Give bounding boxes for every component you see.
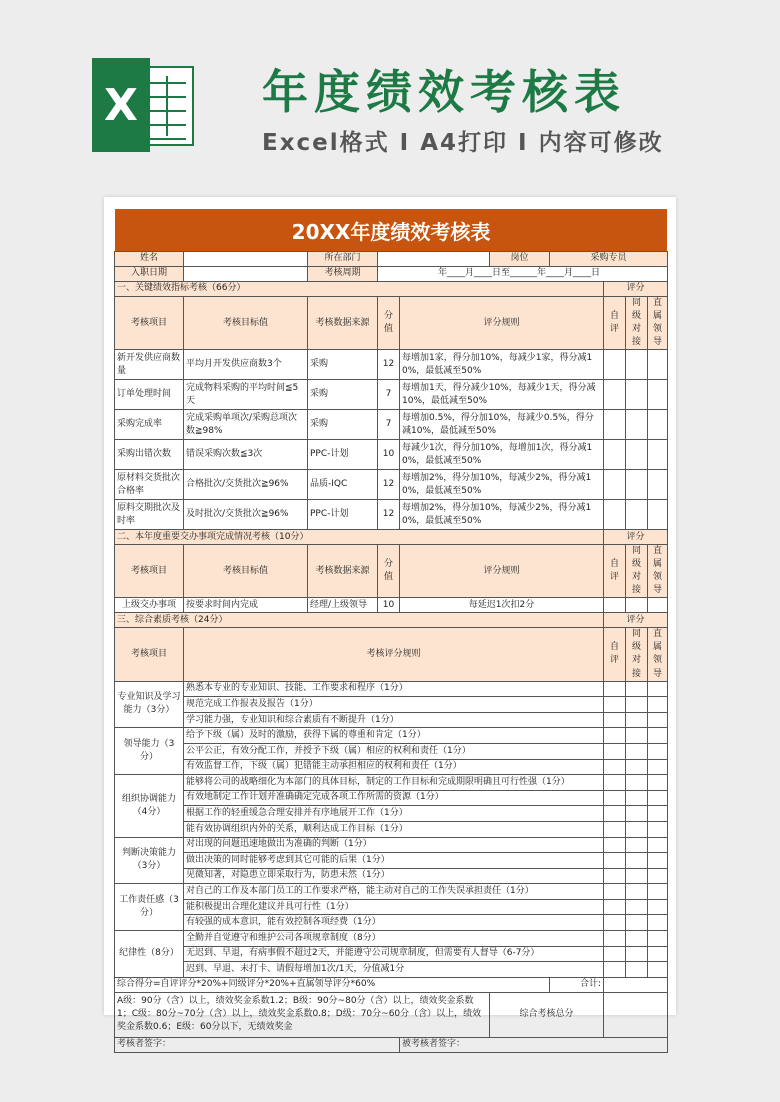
table-row: [115, 500, 668, 530]
table-row: [115, 440, 668, 470]
kpi-item: 原料交期批次及时率: [115, 500, 184, 530]
col-header-item: 考核项目: [115, 545, 184, 598]
section-3-title-row: [115, 613, 668, 628]
self-score-cell[interactable]: [604, 728, 626, 744]
quality-item: 判断决策能力（3分）: [115, 837, 184, 884]
assessor-signature[interactable]: 被考核者签字：: [400, 1037, 668, 1052]
col-header-item: 考核项目: [115, 628, 184, 681]
leader-score-cell[interactable]: [648, 410, 668, 440]
leader-score-cell[interactable]: [648, 775, 668, 791]
grade-scale: A级：90分（含）以上，绩效奖金系数1.2；B级：90分~80分（含）以上，绩效奖金系数1；C级：80分~70分（含）以上，绩效奖金系数0.8；D级：70分~60分（含）以上，绩效奖金系数0.6；E级：60分以下，无绩效奖金: [115, 992, 490, 1037]
quality-rule: 见微知著，对隐患立即采取行为，防患未然（1分）: [184, 868, 604, 884]
peer-score-cell[interactable]: [626, 853, 648, 869]
section-1-title-row: [115, 282, 668, 297]
peer-score-cell[interactable]: [626, 728, 648, 744]
leader-score-cell[interactable]: [648, 962, 668, 978]
table-row: [115, 821, 668, 837]
self-score-cell[interactable]: [604, 775, 626, 791]
leader-score-cell[interactable]: [648, 915, 668, 931]
quality-rule: 能够将公司的战略细化为本部门的具体目标，制定的工作目标和完成期限明确且可行性强（1分）: [184, 775, 604, 791]
table-row: [115, 931, 668, 947]
leader-score-cell[interactable]: [648, 821, 668, 837]
name-value[interactable]: [184, 252, 308, 267]
peer-score-cell[interactable]: [626, 380, 648, 410]
self-score-cell[interactable]: [604, 681, 626, 697]
page-subtitle: Excel格式 I A4打印 I 内容可修改: [262, 130, 664, 156]
leader-score-cell[interactable]: [648, 899, 668, 915]
quality-item: 领导能力（3分）: [115, 728, 184, 775]
score-label: 评分: [604, 613, 668, 628]
total-value[interactable]: [604, 977, 668, 992]
leader-score-cell[interactable]: [648, 500, 668, 530]
self-score-cell[interactable]: [604, 759, 626, 775]
self-score-cell[interactable]: [604, 884, 626, 900]
peer-score-cell[interactable]: [626, 806, 648, 822]
assessment-table: [114, 251, 668, 1053]
kpi-target: 错误采购次数≦3次: [184, 440, 308, 470]
page-title: 年度绩效考核表: [262, 65, 626, 119]
self-score-cell[interactable]: [604, 931, 626, 947]
table-row: [115, 790, 668, 806]
leader-score-cell[interactable]: [648, 884, 668, 900]
peer-score-cell[interactable]: [626, 440, 648, 470]
leader-score-cell[interactable]: [648, 837, 668, 853]
kpi-source: 品质-IQC: [308, 470, 378, 500]
col-header-self: 自评: [604, 297, 626, 350]
quality-item: 组织协调能力（4分）: [115, 775, 184, 837]
table-row: [115, 853, 668, 869]
kpi-score: 12: [378, 350, 400, 380]
self-score-cell[interactable]: [604, 821, 626, 837]
post-value[interactable]: 采购专员: [550, 252, 668, 267]
table-row: [115, 962, 668, 978]
table-row: [115, 410, 668, 440]
kpi-item: 新开发供应商数量: [115, 350, 184, 380]
peer-score-cell[interactable]: [626, 470, 648, 500]
table-row: [115, 350, 668, 380]
peer-score-cell[interactable]: [626, 697, 648, 713]
peer-score-cell[interactable]: [626, 868, 648, 884]
self-score-cell[interactable]: [604, 697, 626, 713]
score-formula: 综合得分=自评评分*20%+同级评分*20%+直属领导评分*60%: [115, 977, 550, 992]
kpi-source: 采购: [308, 410, 378, 440]
dept-value[interactable]: [378, 252, 490, 267]
table-row: [115, 806, 668, 822]
table-row: [115, 697, 668, 713]
score-label: 评分: [604, 530, 668, 545]
col-header-target: 考核目标值: [184, 297, 308, 350]
peer-score-cell[interactable]: [626, 681, 648, 697]
table-row: [115, 884, 668, 900]
excel-logo-icon: [92, 58, 200, 152]
quality-rule: 学习能力强，专业知识和综合素质有不断提升（1分）: [184, 712, 604, 728]
col-header-source: 考核数据来源: [308, 297, 378, 350]
table-row: [115, 728, 668, 744]
peer-score-cell[interactable]: [626, 712, 648, 728]
section-3-title: 三、综合素质考核（24分）: [115, 613, 604, 628]
self-score-cell[interactable]: [604, 440, 626, 470]
peer-score-cell[interactable]: [626, 837, 648, 853]
quality-rule: 能积极提出合理化建议并具可行性（1分）: [184, 899, 604, 915]
quality-rule: 能有效协调组织内外的关系，顺利达成工作目标（1分）: [184, 821, 604, 837]
total-score-value[interactable]: [604, 992, 668, 1037]
section-3-header-row: [115, 628, 668, 681]
self-score-cell[interactable]: [604, 946, 626, 962]
kpi-item: 订单处理时间: [115, 380, 184, 410]
col-header-score: 分值: [378, 545, 400, 598]
col-header-peer: 同级对接: [626, 297, 648, 350]
kpi-score: 12: [378, 470, 400, 500]
kpi-score: 7: [378, 380, 400, 410]
total-score-label: 综合考核总分: [490, 992, 604, 1037]
col-header-item: 考核项目: [115, 297, 184, 350]
peer-score-cell[interactable]: [626, 899, 648, 915]
col-header-self: 自评: [604, 628, 626, 681]
leader-score-cell[interactable]: [648, 380, 668, 410]
quality-rule: 有效地制定工作计划并准确确定完成各项工作所需的资源（1分）: [184, 790, 604, 806]
leader-score-cell[interactable]: [648, 681, 668, 697]
leader-score-cell[interactable]: [648, 931, 668, 947]
self-score-cell[interactable]: [604, 350, 626, 380]
peer-score-cell[interactable]: [626, 775, 648, 791]
task-score: 10: [378, 598, 400, 613]
self-score-cell[interactable]: [604, 743, 626, 759]
section-1-title: 一、关键绩效指标考核（66分）: [115, 282, 604, 297]
kpi-source: 采购: [308, 350, 378, 380]
leader-score-cell[interactable]: [648, 946, 668, 962]
quality-rule: 有较强的成本意识，能有效控制各项经费（1分）: [184, 915, 604, 931]
col-header-target: 考核目标值: [184, 545, 308, 598]
period-label: 考核周期: [308, 267, 378, 282]
self-score-cell[interactable]: [604, 380, 626, 410]
col-header-rule: 评分规则: [400, 297, 604, 350]
kpi-score: 10: [378, 440, 400, 470]
self-score-cell[interactable]: [604, 790, 626, 806]
kpi-item: 采购完成率: [115, 410, 184, 440]
quality-rule: 做出决策的同时能够考虑到其它可能的后果（1分）: [184, 853, 604, 869]
leader-score-cell[interactable]: [648, 759, 668, 775]
assessee-signature[interactable]: 考核者签字：: [115, 1037, 400, 1052]
table-row: [115, 759, 668, 775]
kpi-source: PPC-计划: [308, 500, 378, 530]
peer-score-cell[interactable]: [626, 946, 648, 962]
leader-score-cell[interactable]: [648, 712, 668, 728]
info-row-2: [115, 267, 668, 282]
leader-score-cell[interactable]: [648, 350, 668, 380]
table-row: [115, 775, 668, 791]
peer-score-cell[interactable]: [626, 884, 648, 900]
peer-score-cell[interactable]: [626, 931, 648, 947]
table-row: [115, 470, 668, 500]
self-score-cell[interactable]: [604, 598, 626, 613]
table-row: [115, 915, 668, 931]
self-score-cell[interactable]: [604, 410, 626, 440]
sheet-title: 20XX年度绩效考核表: [115, 209, 667, 251]
task-source: 经理/上级领导: [308, 598, 378, 613]
quality-rule: 公平公正，有效分配工作，并授予下级（属）相应的权利和责任（1分）: [184, 743, 604, 759]
table-row: [115, 868, 668, 884]
self-score-cell[interactable]: [604, 470, 626, 500]
signature-row: [115, 1037, 668, 1052]
quality-rule: 根据工作的轻重缓急合理安排并有序地展开工作（1分）: [184, 806, 604, 822]
table-row: [115, 380, 668, 410]
table-row: [115, 946, 668, 962]
leader-score-cell[interactable]: [648, 440, 668, 470]
self-score-cell[interactable]: [604, 712, 626, 728]
col-header-self: 自评: [604, 545, 626, 598]
col-header-rule: 评分规则: [400, 545, 604, 598]
col-header-peer: 同级对接: [626, 545, 648, 598]
self-score-cell[interactable]: [604, 806, 626, 822]
peer-score-cell[interactable]: [626, 915, 648, 931]
join-date-label: 入职日期: [115, 267, 184, 282]
kpi-target: 及时批次/交货批次≧96%: [184, 500, 308, 530]
quality-rule: 无迟到、早退，有病事假不超过2天，并能遵守公司规章制度，但需要有人督导（6-7分）: [184, 946, 604, 962]
leader-score-cell[interactable]: [648, 743, 668, 759]
grade-row: [115, 992, 668, 1037]
kpi-item: 采购出错次数: [115, 440, 184, 470]
task-item: 上级交办事项: [115, 598, 184, 613]
self-score-cell[interactable]: [604, 500, 626, 530]
self-score-cell[interactable]: [604, 868, 626, 884]
table-row: [115, 712, 668, 728]
kpi-source: PPC-计划: [308, 440, 378, 470]
kpi-source: 采购: [308, 380, 378, 410]
info-row-1: [115, 252, 668, 267]
kpi-rule: 每增加1天，得分减少10%，每减少1天，得分减10%，最低减至50%: [400, 380, 604, 410]
leader-score-cell[interactable]: [648, 728, 668, 744]
table-row: [115, 598, 668, 613]
quality-rule: 熟悉本专业的专业知识、技能、工作要求和程序（1分）: [184, 681, 604, 697]
quality-rule: 对自己的工作及本部门员工的工作要求严格，能主动对自己的工作失误承担责任（1分）: [184, 884, 604, 900]
formula-row: [115, 977, 668, 992]
self-score-cell[interactable]: [604, 853, 626, 869]
col-header-peer: 同级对接: [626, 628, 648, 681]
leader-score-cell[interactable]: [648, 853, 668, 869]
peer-score-cell[interactable]: [626, 598, 648, 613]
leader-score-cell[interactable]: [648, 470, 668, 500]
leader-score-cell[interactable]: [648, 598, 668, 613]
join-date-value[interactable]: [184, 267, 308, 282]
table-row: [115, 681, 668, 697]
task-rule: 每延迟1次扣2分: [400, 598, 604, 613]
peer-score-cell[interactable]: [626, 962, 648, 978]
task-target: 按要求时间内完成: [184, 598, 308, 613]
section-2-title-row: [115, 530, 668, 545]
quality-rule: 对出现的问题迅速地做出为准确的判断（1分）: [184, 837, 604, 853]
kpi-target: 完成采购单项次/采购总项次数≧98%: [184, 410, 308, 440]
col-header-leader: 直属领导: [648, 628, 668, 681]
kpi-rule: 每增加2%，得分加10%，每减少2%，得分减10%，最低减至50%: [400, 500, 604, 530]
quality-rule: 全勤并自觉遵守和维护公司各项规章制度（8分）: [184, 931, 604, 947]
quality-rule: 给予下级（属）及时的激励，获得下属的尊重和肯定（1分）: [184, 728, 604, 744]
section-2-title: 二、本年度重要交办事项完成情况考核（10分）: [115, 530, 604, 545]
kpi-score: 7: [378, 410, 400, 440]
peer-score-cell[interactable]: [626, 759, 648, 775]
col-header-source: 考核数据来源: [308, 545, 378, 598]
section-2-header-row: [115, 545, 668, 598]
self-score-cell[interactable]: [604, 962, 626, 978]
peer-score-cell[interactable]: [626, 790, 648, 806]
quality-item: 专业知识及学习能力（3分）: [115, 681, 184, 728]
quality-rule: 有效监督工作，下级（属）犯错能主动承担相应的权利和责任（1分）: [184, 759, 604, 775]
section-1-header-row: [115, 297, 668, 350]
col-header-rule: 考核评分规则: [184, 628, 604, 681]
col-header-score: 分值: [378, 297, 400, 350]
col-header-leader: 直属领导: [648, 297, 668, 350]
peer-score-cell[interactable]: [626, 500, 648, 530]
leader-score-cell[interactable]: [648, 806, 668, 822]
leader-score-cell[interactable]: [648, 697, 668, 713]
table-row: [115, 837, 668, 853]
total-label: 合计:: [550, 977, 604, 992]
self-score-cell[interactable]: [604, 837, 626, 853]
col-header-leader: 直属领导: [648, 545, 668, 598]
self-score-cell[interactable]: [604, 915, 626, 931]
name-label: 姓名: [115, 252, 184, 267]
excel-badge: X: [92, 58, 150, 152]
kpi-rule: 每增加1家，得分加10%，每减少1家，得分减10%，最低减至50%: [400, 350, 604, 380]
kpi-rule: 每增加0.5%，得分加10%，每减少0.5%，得分减10%，最低减至50%: [400, 410, 604, 440]
leader-score-cell[interactable]: [648, 790, 668, 806]
post-label: 岗位: [490, 252, 550, 267]
kpi-target: 平均月开发供应商数3个: [184, 350, 308, 380]
kpi-rule: 每增加2%，得分加10%，每减少2%，得分减10%，最低减至50%: [400, 470, 604, 500]
kpi-target: 合格批次/交货批次≧96%: [184, 470, 308, 500]
quality-rule: 迟到、早退、未打卡、请假每增加1次/1天，分值减1分: [184, 962, 604, 978]
table-row: [115, 899, 668, 915]
kpi-item: 原材料交货批次合格率: [115, 470, 184, 500]
peer-score-cell[interactable]: [626, 821, 648, 837]
leader-score-cell[interactable]: [648, 868, 668, 884]
period-value[interactable]: 年____月____日至______年____月____日: [378, 267, 668, 282]
self-score-cell[interactable]: [604, 899, 626, 915]
kpi-target: 完成物料采购的平均时间≦5天: [184, 380, 308, 410]
score-label: 评分: [604, 282, 668, 297]
peer-score-cell[interactable]: [626, 410, 648, 440]
kpi-rule: 每减少1次，得分加10%，每增加1次，得分减10%，最低减至50%: [400, 440, 604, 470]
quality-rule: 规范完成工作报表及报告（1分）: [184, 697, 604, 713]
quality-item: 工作责任感（3分）: [115, 884, 184, 931]
peer-score-cell[interactable]: [626, 350, 648, 380]
dept-label: 所在部门: [308, 252, 378, 267]
peer-score-cell[interactable]: [626, 743, 648, 759]
kpi-score: 12: [378, 500, 400, 530]
table-row: [115, 743, 668, 759]
quality-item: 纪律性（8分）: [115, 931, 184, 978]
